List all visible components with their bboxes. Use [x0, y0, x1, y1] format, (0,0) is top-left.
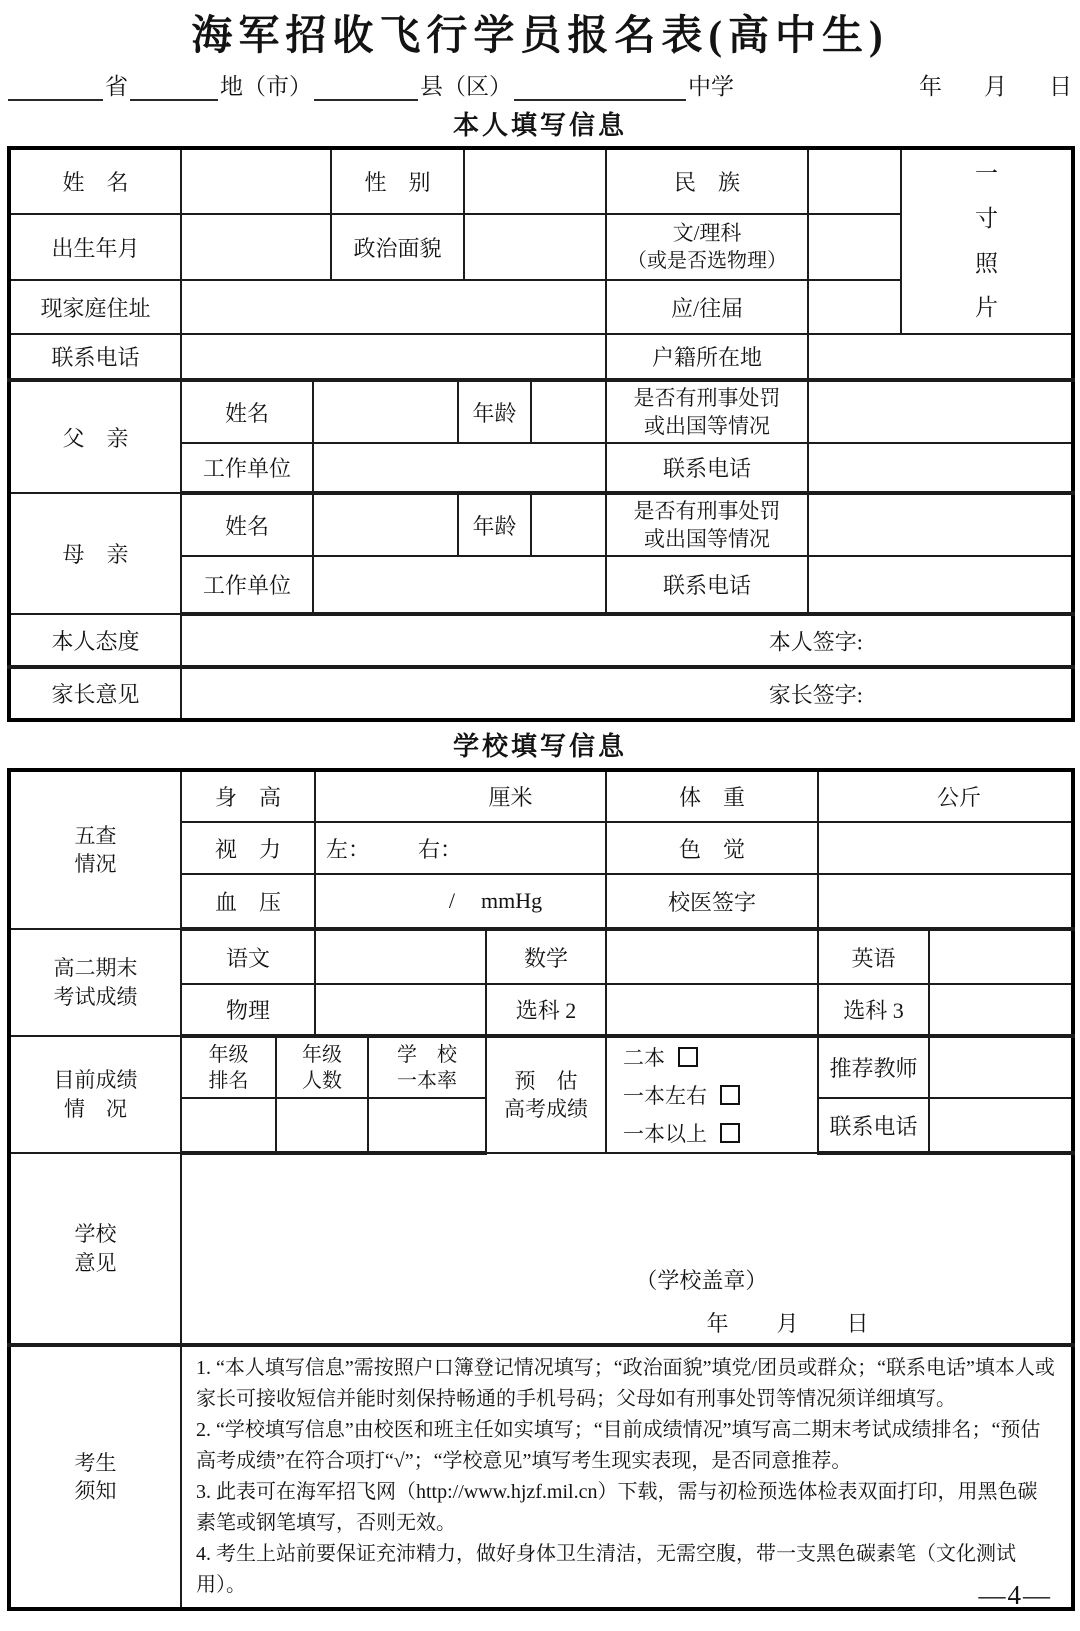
year-label: 年: [919, 74, 942, 99]
parent-signature-label: 家长签字:: [768, 682, 863, 707]
elective2-score-field[interactable]: [606, 984, 818, 1036]
seal-date-labels: 年 月 日: [706, 1311, 869, 1337]
label-math: 数学: [486, 929, 606, 984]
label-father-work: 工作单位: [181, 443, 313, 493]
math-score-field[interactable]: [606, 929, 818, 984]
label-teacher-phone: 联系电话: [818, 1098, 929, 1153]
bp-unit-label: mmHg: [481, 888, 543, 913]
label-ethnicity: 民 族: [606, 148, 808, 214]
estimate-options-cell: [606, 1036, 818, 1153]
label-first-tier-rate: 学 校 一本率: [368, 1036, 486, 1098]
label-mother: 母 亲: [9, 493, 181, 614]
label-grad-status: 应/往届: [606, 280, 808, 334]
label-mother-age: 年龄: [458, 493, 531, 556]
city-blank[interactable]: [130, 74, 218, 101]
note-3: 3. 此表可在海军招飞网（http://www.hjzf.mil.cn）下载，需与初检预选体检表双面打印，用黑色碳素笔或钢笔填写，否则无效。: [196, 1481, 1038, 1534]
label-parent-opinion: 家长意见: [9, 667, 181, 720]
ethnicity-field[interactable]: [808, 148, 901, 214]
self-signature-label: 本人签字:: [768, 629, 863, 654]
province-blank[interactable]: [8, 74, 103, 101]
school-blank[interactable]: [514, 74, 686, 101]
birth-field[interactable]: [181, 214, 331, 280]
mother-phone-field[interactable]: [808, 556, 1073, 614]
photo-placeholder-label: 一寸照片: [975, 160, 999, 321]
label-mother-phone: 联系电话: [606, 556, 808, 614]
physics-score-field[interactable]: [315, 984, 486, 1036]
county-label: 县（区）: [420, 74, 512, 99]
note-2: 2. “学校填写信息”由校医和班主任如实填写；“目前成绩情况”填写高二期末考试成绩排名；“预估高考成绩”在符合项打“√”；“学校意见”填写考生现实表现，是否同意推荐。: [196, 1419, 1041, 1472]
day-label: 日: [1049, 74, 1072, 99]
label-blood-pressure: 血 压: [181, 874, 315, 929]
label-candidate-notes: 考生 须知: [9, 1345, 181, 1609]
label-recommend-teacher: 推荐教师: [818, 1036, 929, 1098]
province-label: 省: [105, 74, 128, 99]
first-tier-rate-field[interactable]: [368, 1098, 486, 1153]
label-father: 父 亲: [9, 380, 181, 493]
label-gender: 性 别: [331, 148, 464, 214]
label-political: 政治面貌: [331, 214, 464, 280]
father-age-field[interactable]: [531, 380, 606, 443]
school-opinion-field[interactable]: [181, 1153, 1073, 1345]
mother-age-field[interactable]: [531, 493, 606, 556]
label-color-vision: 色 觉: [606, 822, 818, 874]
label-track: 文/理科 （或是否选物理）: [606, 214, 808, 280]
address-field[interactable]: [181, 280, 606, 334]
label-elective3: 选科 3: [818, 984, 929, 1036]
candidate-notes-cell: [181, 1345, 1073, 1609]
label-residence: 户籍所在地: [606, 334, 808, 380]
elective3-score-field[interactable]: [929, 984, 1073, 1036]
grade-count-field[interactable]: [276, 1098, 368, 1153]
vision-field[interactable]: [315, 822, 606, 874]
label-grade-count: 年级 人数: [276, 1036, 368, 1098]
label-doctor-signature: 校医签字: [606, 874, 818, 929]
school-section-title: 学校填写信息: [452, 732, 627, 761]
teacher-phone-field[interactable]: [929, 1098, 1073, 1153]
vision-right-label: 右：: [418, 836, 463, 862]
label-father-phone: 联系电话: [606, 443, 808, 493]
mother-name-field[interactable]: [313, 493, 458, 556]
grade-rank-field[interactable]: [181, 1098, 276, 1153]
label-father-age: 年龄: [458, 380, 531, 443]
bp-slash: /: [448, 888, 456, 913]
page-number: —4—: [978, 1580, 1052, 1610]
phone-field[interactable]: [181, 334, 606, 380]
weight-field[interactable]: 公斤: [818, 770, 1073, 822]
label-address: 现家庭住址: [9, 280, 181, 334]
label-height: 身 高: [181, 770, 315, 822]
grad-status-field[interactable]: [808, 280, 901, 334]
vision-left-label: 左：: [326, 836, 371, 862]
school-seal-label: （学校盖章）: [635, 1268, 768, 1294]
month-label: 月: [984, 74, 1007, 99]
county-blank[interactable]: [314, 74, 418, 101]
mother-work-field[interactable]: [313, 556, 606, 614]
label-birth: 出生年月: [9, 214, 181, 280]
label-father-criminal: 是否有刑事处罚 或出国等情况: [606, 380, 808, 443]
label-attitude: 本人态度: [9, 614, 181, 667]
label-father-name: 姓名: [181, 380, 313, 443]
track-field[interactable]: [808, 214, 901, 280]
political-field[interactable]: [464, 214, 606, 280]
option-yiben-zuoyou-label: 一本左右: [623, 1084, 708, 1108]
photo-cell: [901, 148, 1073, 334]
father-work-field[interactable]: [313, 443, 606, 493]
english-score-field[interactable]: [929, 929, 1073, 984]
blood-pressure-field[interactable]: [315, 874, 606, 929]
note-1: 1. “本人填写信息”需按照户口簿登记情况填写；“政治面貌”填党/团员或群众；“联系电话”填本人或家长可接收短信并能时刻保持畅通的手机号码；父母如有刑事处罚等情况须详细填写。: [196, 1357, 1055, 1410]
label-mother-name: 姓名: [181, 493, 313, 556]
residence-field[interactable]: [808, 334, 1073, 380]
label-weight: 体 重: [606, 770, 818, 822]
header-line: [8, 68, 1072, 101]
option-yiben-zuoyou-checkbox[interactable]: [720, 1085, 740, 1105]
chinese-score-field[interactable]: [315, 929, 486, 984]
label-current-performance: 目前成绩 情 况: [9, 1036, 181, 1153]
personal-info-table: [7, 146, 1075, 722]
school-label: 中学: [688, 74, 734, 99]
height-field[interactable]: 厘米: [315, 770, 606, 822]
school-info-table: [7, 768, 1075, 1611]
label-school-opinion: 学校 意见: [9, 1153, 181, 1345]
color-vision-field[interactable]: [818, 822, 1073, 874]
label-elective2: 选科 2: [486, 984, 606, 1036]
mother-criminal-field[interactable]: [808, 493, 1073, 556]
label-grade-rank: 年级 排名: [181, 1036, 276, 1098]
name-field[interactable]: [181, 148, 331, 214]
attitude-field[interactable]: [181, 614, 1073, 667]
page-title: 海军招收飞行学员报名表(高中生): [191, 12, 889, 58]
father-phone-field[interactable]: [808, 443, 1073, 493]
label-mother-criminal: 是否有刑事处罚 或出国等情况: [606, 493, 808, 556]
label-mother-work: 工作单位: [181, 556, 313, 614]
note-4: 4. 考生上站前要保证充沛精力，做好身体卫生清洁，无需空腹，带一支黑色碳素笔（文化测试用）。: [196, 1543, 1016, 1596]
label-phone: 联系电话: [9, 334, 181, 380]
label-estimated-gaokao: 预 估 高考成绩: [486, 1036, 606, 1153]
doctor-signature-field[interactable]: [818, 874, 1073, 929]
recommend-teacher-field[interactable]: [929, 1036, 1073, 1098]
option-erben-checkbox[interactable]: [678, 1047, 698, 1067]
parent-opinion-field[interactable]: [181, 667, 1073, 720]
option-erben-label: 二本: [623, 1046, 666, 1070]
label-physics: 物理: [181, 984, 315, 1036]
personal-section-title: 本人填写信息: [452, 111, 627, 140]
father-criminal-field[interactable]: [808, 380, 1073, 443]
label-vision: 视 力: [181, 822, 315, 874]
label-exam-scores: 高二期末 考试成绩: [9, 929, 181, 1036]
city-label: 地（市）: [220, 74, 312, 99]
label-chinese: 语文: [181, 929, 315, 984]
option-yiben-yishang-label: 一本以上: [623, 1122, 708, 1146]
option-yiben-yishang-checkbox[interactable]: [720, 1123, 740, 1143]
gender-field[interactable]: [464, 148, 606, 214]
father-name-field[interactable]: [313, 380, 458, 443]
label-english: 英语: [818, 929, 929, 984]
label-name: 姓 名: [9, 148, 181, 214]
label-five-checks: 五查 情况: [9, 770, 181, 929]
